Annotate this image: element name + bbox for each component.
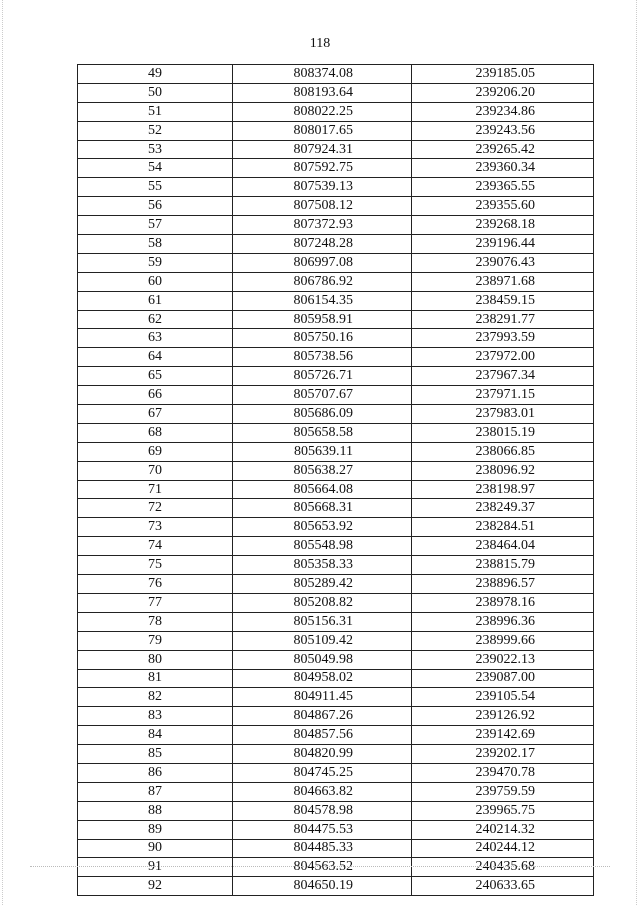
table-row bbox=[78, 499, 594, 518]
point-number-cell: 68 bbox=[78, 423, 233, 442]
x-coordinate-cell: 804911.45 bbox=[233, 688, 412, 707]
point-number-cell: 80 bbox=[78, 650, 233, 669]
point-number-cell: 71 bbox=[78, 480, 233, 499]
point-number-cell: 62 bbox=[78, 310, 233, 329]
table-row bbox=[78, 197, 594, 216]
x-coordinate-cell: 805726.71 bbox=[233, 367, 412, 386]
y-coordinate-cell: 240435.68 bbox=[412, 858, 594, 877]
table-row bbox=[78, 121, 594, 140]
x-coordinate-cell: 807248.28 bbox=[233, 235, 412, 254]
x-coordinate-cell: 807592.75 bbox=[233, 159, 412, 178]
table-row bbox=[78, 593, 594, 612]
table-row bbox=[78, 461, 594, 480]
x-coordinate-cell: 805707.67 bbox=[233, 386, 412, 405]
scan-edge-left bbox=[2, 0, 3, 905]
x-coordinate-cell: 805639.11 bbox=[233, 442, 412, 461]
y-coordinate-cell: 239965.75 bbox=[412, 801, 594, 820]
table-row bbox=[78, 877, 594, 896]
table-row bbox=[78, 575, 594, 594]
y-coordinate-cell: 240214.32 bbox=[412, 820, 594, 839]
y-coordinate-cell: 240244.12 bbox=[412, 839, 594, 858]
x-coordinate-cell: 805109.42 bbox=[233, 631, 412, 650]
table-row bbox=[78, 707, 594, 726]
y-coordinate-cell: 238284.51 bbox=[412, 518, 594, 537]
y-coordinate-cell: 237967.34 bbox=[412, 367, 594, 386]
scan-bottom-artifact bbox=[30, 866, 610, 867]
point-number-cell: 84 bbox=[78, 726, 233, 745]
point-number-cell: 66 bbox=[78, 386, 233, 405]
y-coordinate-cell: 239105.54 bbox=[412, 688, 594, 707]
point-number-cell: 85 bbox=[78, 745, 233, 764]
x-coordinate-cell: 807372.93 bbox=[233, 216, 412, 235]
table-row bbox=[78, 612, 594, 631]
point-number-cell: 52 bbox=[78, 121, 233, 140]
table-row bbox=[78, 518, 594, 537]
x-coordinate-cell: 804958.02 bbox=[233, 669, 412, 688]
x-coordinate-cell: 808374.08 bbox=[233, 65, 412, 84]
y-coordinate-cell: 239185.05 bbox=[412, 65, 594, 84]
point-number-cell: 65 bbox=[78, 367, 233, 386]
point-number-cell: 59 bbox=[78, 253, 233, 272]
y-coordinate-cell: 237983.01 bbox=[412, 405, 594, 424]
y-coordinate-cell: 238291.77 bbox=[412, 310, 594, 329]
x-coordinate-cell: 804563.52 bbox=[233, 858, 412, 877]
x-coordinate-cell: 808022.25 bbox=[233, 102, 412, 121]
x-coordinate-cell: 804650.19 bbox=[233, 877, 412, 896]
x-coordinate-cell: 805686.09 bbox=[233, 405, 412, 424]
x-coordinate-cell: 805156.31 bbox=[233, 612, 412, 631]
point-number-cell: 81 bbox=[78, 669, 233, 688]
y-coordinate-cell: 237971.15 bbox=[412, 386, 594, 405]
point-number-cell: 79 bbox=[78, 631, 233, 650]
point-number-cell: 91 bbox=[78, 858, 233, 877]
point-number-cell: 53 bbox=[78, 140, 233, 159]
x-coordinate-cell: 805750.16 bbox=[233, 329, 412, 348]
point-number-cell: 51 bbox=[78, 102, 233, 121]
x-coordinate-cell: 805638.27 bbox=[233, 461, 412, 480]
table-row bbox=[78, 688, 594, 707]
y-coordinate-cell: 238459.15 bbox=[412, 291, 594, 310]
x-coordinate-cell: 805958.91 bbox=[233, 310, 412, 329]
table-row bbox=[78, 801, 594, 820]
x-coordinate-cell: 808193.64 bbox=[233, 83, 412, 102]
point-number-cell: 57 bbox=[78, 216, 233, 235]
y-coordinate-cell: 239759.59 bbox=[412, 782, 594, 801]
table-row bbox=[78, 858, 594, 877]
y-coordinate-cell: 240633.65 bbox=[412, 877, 594, 896]
table-row bbox=[78, 650, 594, 669]
table-row bbox=[78, 669, 594, 688]
point-number-cell: 89 bbox=[78, 820, 233, 839]
table-row bbox=[78, 423, 594, 442]
point-number-cell: 55 bbox=[78, 178, 233, 197]
table-row bbox=[78, 310, 594, 329]
point-number-cell: 69 bbox=[78, 442, 233, 461]
y-coordinate-cell: 238198.97 bbox=[412, 480, 594, 499]
y-coordinate-cell: 239022.13 bbox=[412, 650, 594, 669]
x-coordinate-cell: 805668.31 bbox=[233, 499, 412, 518]
y-coordinate-cell: 239265.42 bbox=[412, 140, 594, 159]
table-row bbox=[78, 65, 594, 84]
x-coordinate-cell: 806154.35 bbox=[233, 291, 412, 310]
scan-edge-right bbox=[636, 0, 637, 905]
point-number-cell: 70 bbox=[78, 461, 233, 480]
table-row bbox=[78, 102, 594, 121]
table-row bbox=[78, 178, 594, 197]
table-row bbox=[78, 140, 594, 159]
y-coordinate-cell: 238996.36 bbox=[412, 612, 594, 631]
y-coordinate-cell: 239355.60 bbox=[412, 197, 594, 216]
point-number-cell: 56 bbox=[78, 197, 233, 216]
x-coordinate-cell: 805653.92 bbox=[233, 518, 412, 537]
x-coordinate-cell: 805358.33 bbox=[233, 556, 412, 575]
x-coordinate-cell: 804475.53 bbox=[233, 820, 412, 839]
table-row bbox=[78, 291, 594, 310]
y-coordinate-cell: 239360.34 bbox=[412, 159, 594, 178]
table-row bbox=[78, 782, 594, 801]
y-coordinate-cell: 239087.00 bbox=[412, 669, 594, 688]
point-number-cell: 75 bbox=[78, 556, 233, 575]
x-coordinate-cell: 805658.58 bbox=[233, 423, 412, 442]
point-number-cell: 83 bbox=[78, 707, 233, 726]
y-coordinate-cell: 238066.85 bbox=[412, 442, 594, 461]
y-coordinate-cell: 239243.56 bbox=[412, 121, 594, 140]
point-number-cell: 49 bbox=[78, 65, 233, 84]
x-coordinate-cell: 805208.82 bbox=[233, 593, 412, 612]
y-coordinate-cell: 239076.43 bbox=[412, 253, 594, 272]
coordinates-table-body bbox=[78, 65, 594, 896]
table-row bbox=[78, 480, 594, 499]
x-coordinate-cell: 805289.42 bbox=[233, 575, 412, 594]
x-coordinate-cell: 807924.31 bbox=[233, 140, 412, 159]
point-number-cell: 73 bbox=[78, 518, 233, 537]
x-coordinate-cell: 804578.98 bbox=[233, 801, 412, 820]
table-row bbox=[78, 745, 594, 764]
table-row bbox=[78, 367, 594, 386]
point-number-cell: 54 bbox=[78, 159, 233, 178]
y-coordinate-cell: 238978.16 bbox=[412, 593, 594, 612]
x-coordinate-cell: 804857.56 bbox=[233, 726, 412, 745]
y-coordinate-cell: 238999.66 bbox=[412, 631, 594, 650]
point-number-cell: 86 bbox=[78, 763, 233, 782]
table-row bbox=[78, 386, 594, 405]
table-row bbox=[78, 83, 594, 102]
table-row bbox=[78, 556, 594, 575]
x-coordinate-cell: 804485.33 bbox=[233, 839, 412, 858]
point-number-cell: 50 bbox=[78, 83, 233, 102]
table-row bbox=[78, 216, 594, 235]
y-coordinate-cell: 238896.57 bbox=[412, 575, 594, 594]
point-number-cell: 87 bbox=[78, 782, 233, 801]
table-row bbox=[78, 820, 594, 839]
point-number-cell: 61 bbox=[78, 291, 233, 310]
y-coordinate-cell: 237993.59 bbox=[412, 329, 594, 348]
table-row bbox=[78, 235, 594, 254]
y-coordinate-cell: 239142.69 bbox=[412, 726, 594, 745]
point-number-cell: 90 bbox=[78, 839, 233, 858]
x-coordinate-cell: 808017.65 bbox=[233, 121, 412, 140]
y-coordinate-cell: 239202.17 bbox=[412, 745, 594, 764]
point-number-cell: 92 bbox=[78, 877, 233, 896]
table-row bbox=[78, 272, 594, 291]
x-coordinate-cell: 806997.08 bbox=[233, 253, 412, 272]
y-coordinate-cell: 239196.44 bbox=[412, 235, 594, 254]
coordinates-table bbox=[77, 64, 594, 896]
x-coordinate-cell: 804663.82 bbox=[233, 782, 412, 801]
point-number-cell: 58 bbox=[78, 235, 233, 254]
table-row bbox=[78, 763, 594, 782]
point-number-cell: 63 bbox=[78, 329, 233, 348]
x-coordinate-cell: 805738.56 bbox=[233, 348, 412, 367]
y-coordinate-cell: 239206.20 bbox=[412, 83, 594, 102]
table-row bbox=[78, 253, 594, 272]
table-row bbox=[78, 726, 594, 745]
table-row bbox=[78, 839, 594, 858]
point-number-cell: 72 bbox=[78, 499, 233, 518]
y-coordinate-cell: 238249.37 bbox=[412, 499, 594, 518]
point-number-cell: 78 bbox=[78, 612, 233, 631]
x-coordinate-cell: 805548.98 bbox=[233, 537, 412, 556]
y-coordinate-cell: 238971.68 bbox=[412, 272, 594, 291]
x-coordinate-cell: 804867.26 bbox=[233, 707, 412, 726]
y-coordinate-cell: 239268.18 bbox=[412, 216, 594, 235]
point-number-cell: 67 bbox=[78, 405, 233, 424]
x-coordinate-cell: 805664.08 bbox=[233, 480, 412, 499]
y-coordinate-cell: 239365.55 bbox=[412, 178, 594, 197]
y-coordinate-cell: 237972.00 bbox=[412, 348, 594, 367]
x-coordinate-cell: 807539.13 bbox=[233, 178, 412, 197]
y-coordinate-cell: 239470.78 bbox=[412, 763, 594, 782]
table-row bbox=[78, 442, 594, 461]
point-number-cell: 76 bbox=[78, 575, 233, 594]
x-coordinate-cell: 805049.98 bbox=[233, 650, 412, 669]
point-number-cell: 64 bbox=[78, 348, 233, 367]
point-number-cell: 82 bbox=[78, 688, 233, 707]
x-coordinate-cell: 806786.92 bbox=[233, 272, 412, 291]
point-number-cell: 60 bbox=[78, 272, 233, 291]
point-number-cell: 74 bbox=[78, 537, 233, 556]
page-number: 118 bbox=[309, 36, 331, 51]
y-coordinate-cell: 238815.79 bbox=[412, 556, 594, 575]
table-row bbox=[78, 348, 594, 367]
x-coordinate-cell: 807508.12 bbox=[233, 197, 412, 216]
table-row bbox=[78, 329, 594, 348]
y-coordinate-cell: 238015.19 bbox=[412, 423, 594, 442]
y-coordinate-cell: 239234.86 bbox=[412, 102, 594, 121]
x-coordinate-cell: 804820.99 bbox=[233, 745, 412, 764]
x-coordinate-cell: 804745.25 bbox=[233, 763, 412, 782]
table-row bbox=[78, 631, 594, 650]
point-number-cell: 88 bbox=[78, 801, 233, 820]
y-coordinate-cell: 238464.04 bbox=[412, 537, 594, 556]
table-row bbox=[78, 405, 594, 424]
y-coordinate-cell: 238096.92 bbox=[412, 461, 594, 480]
table-row bbox=[78, 159, 594, 178]
point-number-cell: 77 bbox=[78, 593, 233, 612]
y-coordinate-cell: 239126.92 bbox=[412, 707, 594, 726]
table-row bbox=[78, 537, 594, 556]
